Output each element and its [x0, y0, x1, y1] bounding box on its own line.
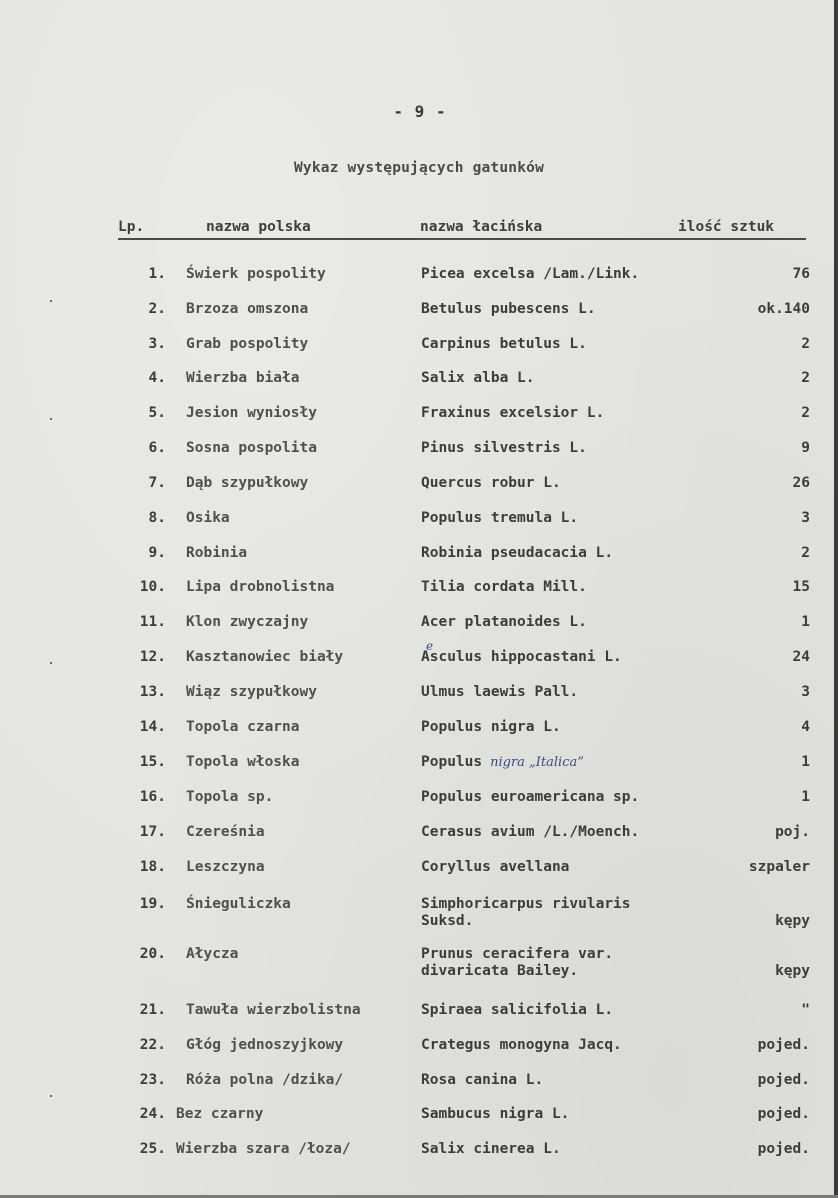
- quantity: kępy: [775, 963, 810, 979]
- quantity: 1: [801, 754, 810, 770]
- quantity: 2: [801, 370, 810, 386]
- quantity: pojed.: [757, 1037, 810, 1053]
- quantity: 2: [801, 336, 810, 352]
- quantity: 3: [801, 684, 810, 700]
- quantity: 4: [801, 719, 810, 735]
- polish-name: Brzoza omszona: [186, 301, 309, 317]
- polish-name: Topola sp.: [186, 789, 274, 805]
- quantity: 3: [801, 510, 810, 526]
- latin-name: Asculus hippocastani L.: [421, 649, 622, 665]
- quantity: 1: [801, 789, 810, 805]
- margin-mark: [50, 300, 52, 302]
- polish-name: Jesion wyniosły: [186, 405, 317, 421]
- latin-name: Prunus ceracifera var. divaricata Bailey.: [421, 946, 614, 979]
- table-header: [118, 219, 818, 239]
- latin-name: Spiraea salicifolia L.: [421, 1002, 614, 1018]
- row-number: 1.: [148, 266, 166, 282]
- polish-name: Lipa drobnolistna: [186, 579, 335, 595]
- quantity: 15: [792, 579, 810, 595]
- margin-mark: [50, 1095, 52, 1097]
- handwritten-note: nigra „Italica”: [490, 755, 584, 770]
- margin-mark: [50, 662, 52, 664]
- polish-name: Leszczyna: [186, 859, 265, 875]
- quantity: kępy: [775, 913, 810, 929]
- quantity: 24: [792, 649, 810, 665]
- page-number: - 9 -: [393, 102, 447, 121]
- polish-name: Dąb szypułkowy: [186, 475, 309, 491]
- latin-name: Robinia pseudacacia L.: [421, 545, 614, 561]
- quantity: ok.140: [757, 301, 810, 317]
- polish-name: Tawuła wierzbolistna: [186, 1002, 361, 1018]
- latin-name: Salix cinerea L.: [421, 1141, 561, 1157]
- polish-name: Wiąz szypułkowy: [186, 684, 317, 700]
- quantity: 1: [801, 614, 810, 630]
- row-number: 10.: [139, 579, 166, 595]
- quantity: szpaler: [748, 859, 810, 875]
- margin-mark: [50, 418, 52, 420]
- polish-name: Topola włoska: [186, 754, 300, 770]
- latin-name: Simphoricarpus rivularis Suksd.: [421, 896, 631, 929]
- latin-name: Populus euroamericana sp.: [421, 789, 640, 805]
- latin-name: Carpinus betulus L.: [421, 336, 587, 352]
- quantity: pojed.: [757, 1141, 810, 1157]
- row-number: 4.: [148, 370, 166, 386]
- row-number: 25.: [139, 1141, 166, 1157]
- quantity: pojed.: [757, 1072, 810, 1088]
- latin-name: Populus tremula L.: [421, 510, 579, 526]
- polish-name: Topola czarna: [186, 719, 300, 735]
- row-number: 15.: [139, 754, 166, 770]
- header-lp: Lp.: [118, 219, 145, 235]
- quantity: poj.: [775, 824, 810, 840]
- row-number: 7.: [148, 475, 166, 491]
- header-polish-name: nazwa polska: [206, 219, 311, 235]
- latin-name: Crategus monogyna Jacq.: [421, 1037, 622, 1053]
- latin-name: Tilia cordata Mill.: [421, 579, 587, 595]
- latin-name: Coryllus avellana: [421, 859, 570, 875]
- row-number: 13.: [139, 684, 166, 700]
- quantity: pojed.: [757, 1106, 810, 1122]
- polish-name: Wierzba biała: [186, 370, 300, 386]
- latin-name: Populus nigra L.: [421, 719, 561, 735]
- row-number: 21.: [139, 1002, 166, 1018]
- row-number: 16.: [139, 789, 166, 805]
- latin-name: Populus nigra „Italica”: [421, 754, 584, 770]
- quantity: 26: [792, 475, 810, 491]
- quantity: 9: [801, 440, 810, 456]
- polish-name: Czereśnia: [186, 824, 265, 840]
- latin-name: Acer platanoides L.: [421, 614, 587, 630]
- row-number: 19.: [139, 896, 166, 912]
- quantity: 76: [792, 266, 810, 282]
- row-number: 3.: [148, 336, 166, 352]
- quantity: 2: [801, 405, 810, 421]
- polish-name: Grab pospolity: [186, 336, 309, 352]
- row-number: 17.: [139, 824, 166, 840]
- latin-name: Betulus pubescens L.: [421, 301, 596, 317]
- handwritten-correction: e: [426, 639, 434, 653]
- polish-name: Sosna pospolita: [186, 440, 317, 456]
- row-number: 23.: [139, 1072, 166, 1088]
- row-number: 9.: [148, 545, 166, 561]
- polish-name: Śnieguliczka: [186, 896, 291, 912]
- polish-name: Róża polna /dzika/: [186, 1072, 344, 1088]
- row-number: 11.: [139, 614, 166, 630]
- polish-name: Świerk pospolity: [186, 266, 326, 282]
- latin-name: Cerasus avium /L./Moench.: [421, 824, 640, 840]
- latin-name: Rosa canina L.: [421, 1072, 544, 1088]
- scan-edge-right: [834, 0, 838, 1198]
- polish-name: Bez czarny: [176, 1106, 264, 1122]
- row-number: 22.: [139, 1037, 166, 1053]
- row-number: 20.: [139, 946, 166, 962]
- row-number: 18.: [139, 859, 166, 875]
- polish-name: Osika: [186, 510, 230, 526]
- polish-name: Robinia: [186, 545, 248, 561]
- header-quantity: ilość sztuk: [678, 219, 775, 235]
- polish-name: Głóg jednoszyjkowy: [186, 1037, 344, 1053]
- latin-name: Salix alba L.: [421, 370, 535, 386]
- latin-name: Picea excelsa /Lam./Link.: [421, 266, 640, 282]
- polish-name: Kasztanowiec biały: [186, 649, 344, 665]
- row-number: 24.: [139, 1106, 166, 1122]
- polish-name: Ałycza: [186, 946, 239, 962]
- document-title: Wykaz występujących gatunków: [293, 160, 545, 176]
- latin-name: Sambucus nigra L.: [421, 1106, 570, 1122]
- header-latin-name: nazwa łacińska: [420, 219, 543, 235]
- row-number: 14.: [139, 719, 166, 735]
- latin-name: Quercus robur L.: [421, 475, 561, 491]
- polish-name: Klon zwyczajny: [186, 614, 309, 630]
- quantity: ": [801, 1002, 810, 1018]
- quantity: 2: [801, 545, 810, 561]
- latin-name: Pinus silvestris L.: [421, 440, 587, 456]
- polish-name: Wierzba szara /łoza/: [176, 1141, 351, 1157]
- row-number: 5.: [148, 405, 166, 421]
- row-number: 12.: [139, 649, 166, 665]
- row-number: 8.: [148, 510, 166, 526]
- latin-name: Ulmus laewis Pall.: [421, 684, 579, 700]
- header-underline: [118, 238, 806, 240]
- latin-name: Fraxinus excelsior L.: [421, 405, 605, 421]
- row-number: 2.: [148, 301, 166, 317]
- row-number: 6.: [148, 440, 166, 456]
